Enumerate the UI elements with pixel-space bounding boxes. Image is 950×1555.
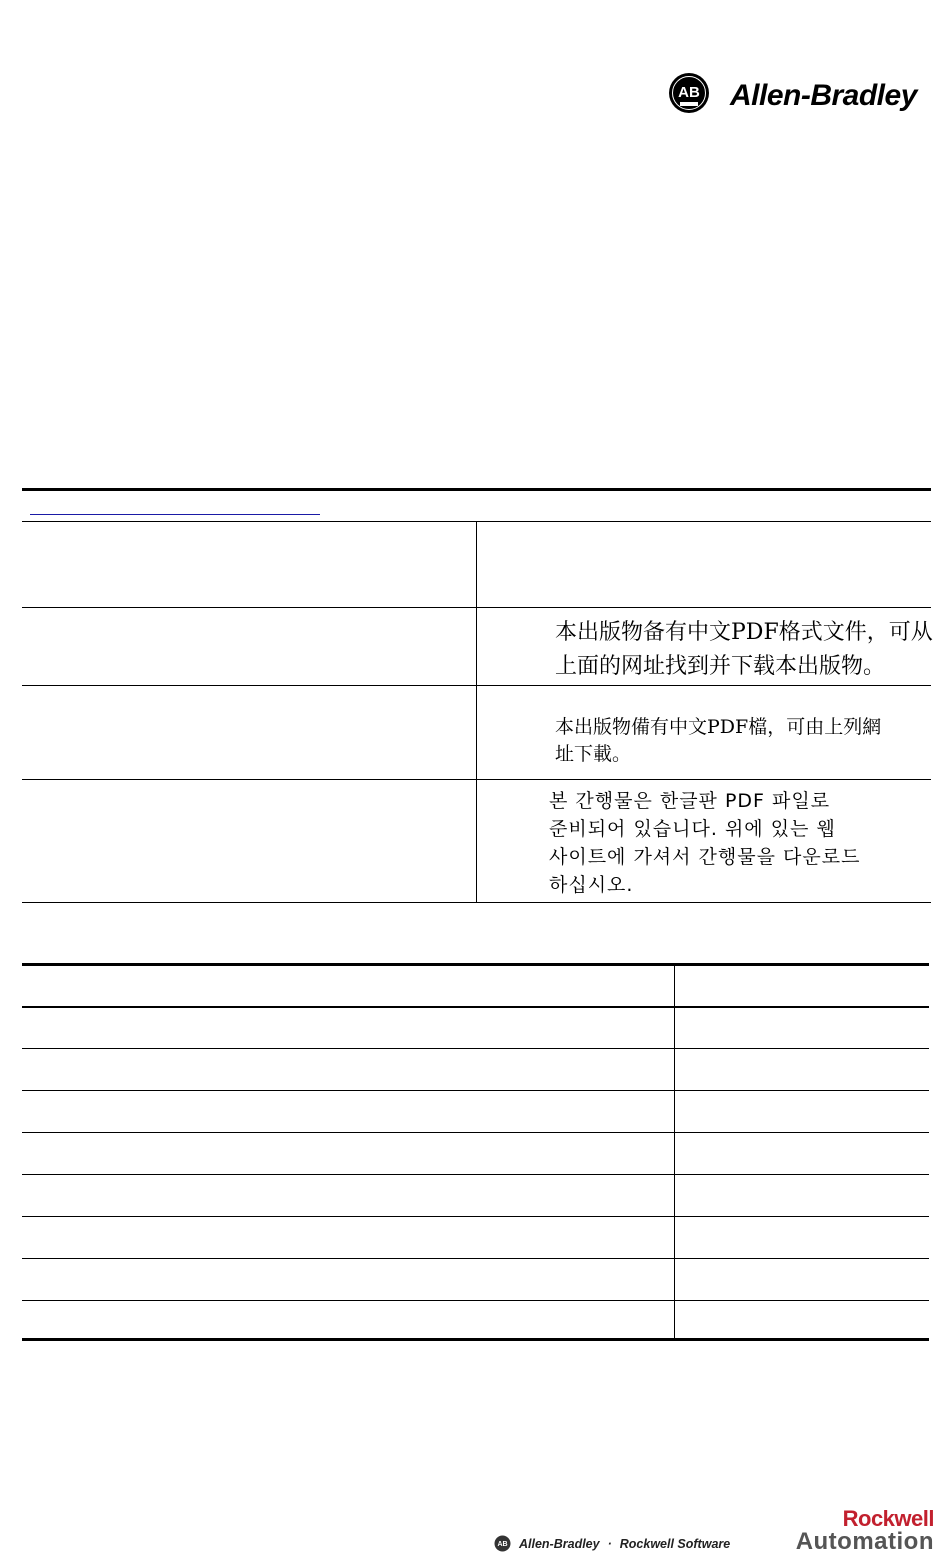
svg-text:AB: AB [497,1541,508,1548]
grid-row-separator [22,1300,929,1301]
language-row-chinese-traditional [22,685,931,780]
language-row-chinese-simplified [22,607,931,686]
footer-brand-line [519,1535,730,1553]
grid-row-separator [22,1216,929,1217]
language-row-english [22,521,931,608]
allen-bradley-wordmark: Allen-Bradley [730,79,917,112]
grid-column-divider [674,966,675,1338]
document-grid-table [22,963,929,1341]
top-rule [22,488,931,491]
download-url-link[interactable] [30,494,320,515]
chinese-traditional-notice: 本出版物備有中文PDF檔，可由上列網 址下載。 [555,716,882,765]
ab-logo-letters: AB [678,84,700,101]
grid-row-separator [22,1258,929,1259]
grid-row-separator [22,1174,929,1175]
language-table [22,521,931,902]
rockwell-automation-logo [762,1508,934,1554]
grid-header-separator [22,1006,929,1008]
allen-bradley-logo-icon [668,72,710,114]
footer-brand-allen-bradley: Allen-Bradley [519,1537,600,1551]
chinese-simplified-notice: 本出版物备有中文PDF格式文件，可从 上面的网址找到并下载本出版物。 [555,620,933,679]
rockwell-wordmark: Rockwell [842,1506,934,1531]
footer-ab-logo-icon [494,1535,511,1552]
korean-notice: 본 간행물은 한글판 PDF 파일로 준비되어 있습니다. 위에 있는 웹 사이트에 가셔서 간행물을 다운로드 하십시오. [549,790,861,896]
footer-separator: · [607,1537,612,1551]
language-row-korean [22,779,931,903]
grid-row-separator [22,1048,929,1049]
footer-brand-rockwell-software: Rockwell Software [619,1537,731,1551]
automation-wordmark: Automation [795,1528,934,1555]
grid-row-separator [22,1132,929,1133]
grid-row-separator [22,1090,929,1091]
